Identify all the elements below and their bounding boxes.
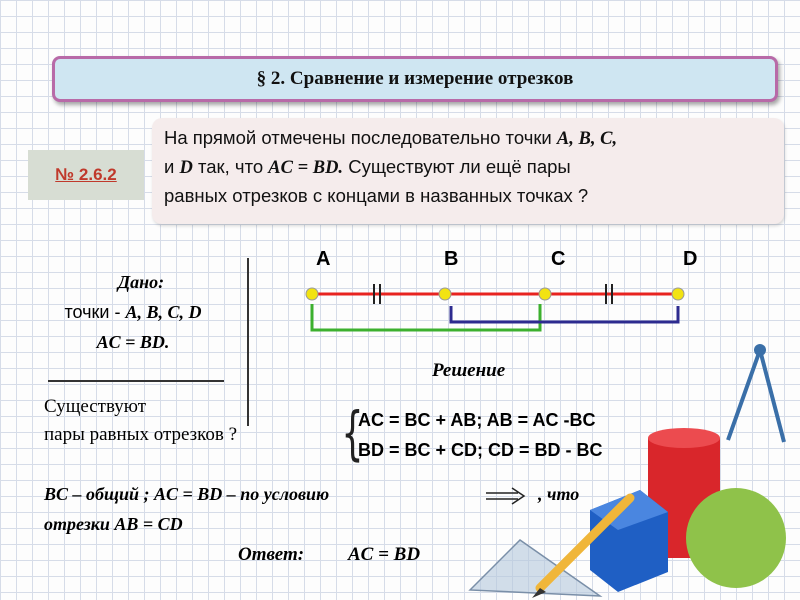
problem-points: A, B, C, [556, 129, 618, 149]
conclusion-line-1: BC – общий ; AC = BD – по условию [44, 484, 330, 504]
problem-text: На прямой отмечены последовательно точки [164, 127, 557, 148]
answer-label: Ответ: [238, 544, 305, 565]
equation-2: BD = BC + CD; CD = BD - BC [358, 440, 603, 460]
compass-leg-1 [728, 350, 760, 440]
green-sphere [686, 488, 786, 588]
given-title: Дано: [117, 272, 165, 292]
solution-heading: Решение [432, 360, 506, 381]
problem-text: так, что [192, 156, 269, 177]
point-b [439, 288, 451, 300]
conclusion-line-2: отрезки AB = CD [44, 514, 183, 534]
problem-text: Существуют ли ещё пары [343, 156, 571, 177]
label-c: C [551, 248, 566, 270]
given-points-prefix: точки - [64, 302, 126, 322]
implies-arrow-icon [484, 486, 528, 506]
label-a: A [316, 248, 331, 270]
conclusion-line-1-tail: , что [538, 484, 580, 504]
point-a [306, 288, 318, 300]
slide-title-text: § 2. Сравнение и измерение отрезков [256, 68, 574, 89]
point-d [672, 288, 684, 300]
problem-text: и [164, 156, 180, 177]
question-line-1: Существуют [44, 396, 147, 417]
equation-1: AC = BC + AB; AB = AC -BC [358, 410, 596, 430]
red-cylinder-top [648, 428, 720, 448]
problem-condition: AC = BD. [268, 158, 344, 178]
bracket-ac [312, 304, 540, 330]
bracket-bd [451, 306, 678, 322]
problem-line-3: равных отрезков с концами в названных точках ? [164, 185, 589, 206]
compass-hinge-icon [754, 344, 766, 356]
label-b: B [444, 248, 459, 270]
answer-value: AC = BD [348, 544, 421, 565]
question-line-2: пары равных отрезков ? [44, 424, 238, 445]
problem-points: D [179, 158, 193, 178]
compass-leg-2 [760, 350, 784, 442]
given-points-list: A, B, C, D [125, 302, 202, 322]
problem-number: № 2.6.2 [55, 165, 117, 184]
system-brace: { [341, 399, 364, 467]
label-d: D [683, 248, 698, 270]
given-condition: AC = BD. [96, 332, 170, 352]
point-c [539, 288, 551, 300]
